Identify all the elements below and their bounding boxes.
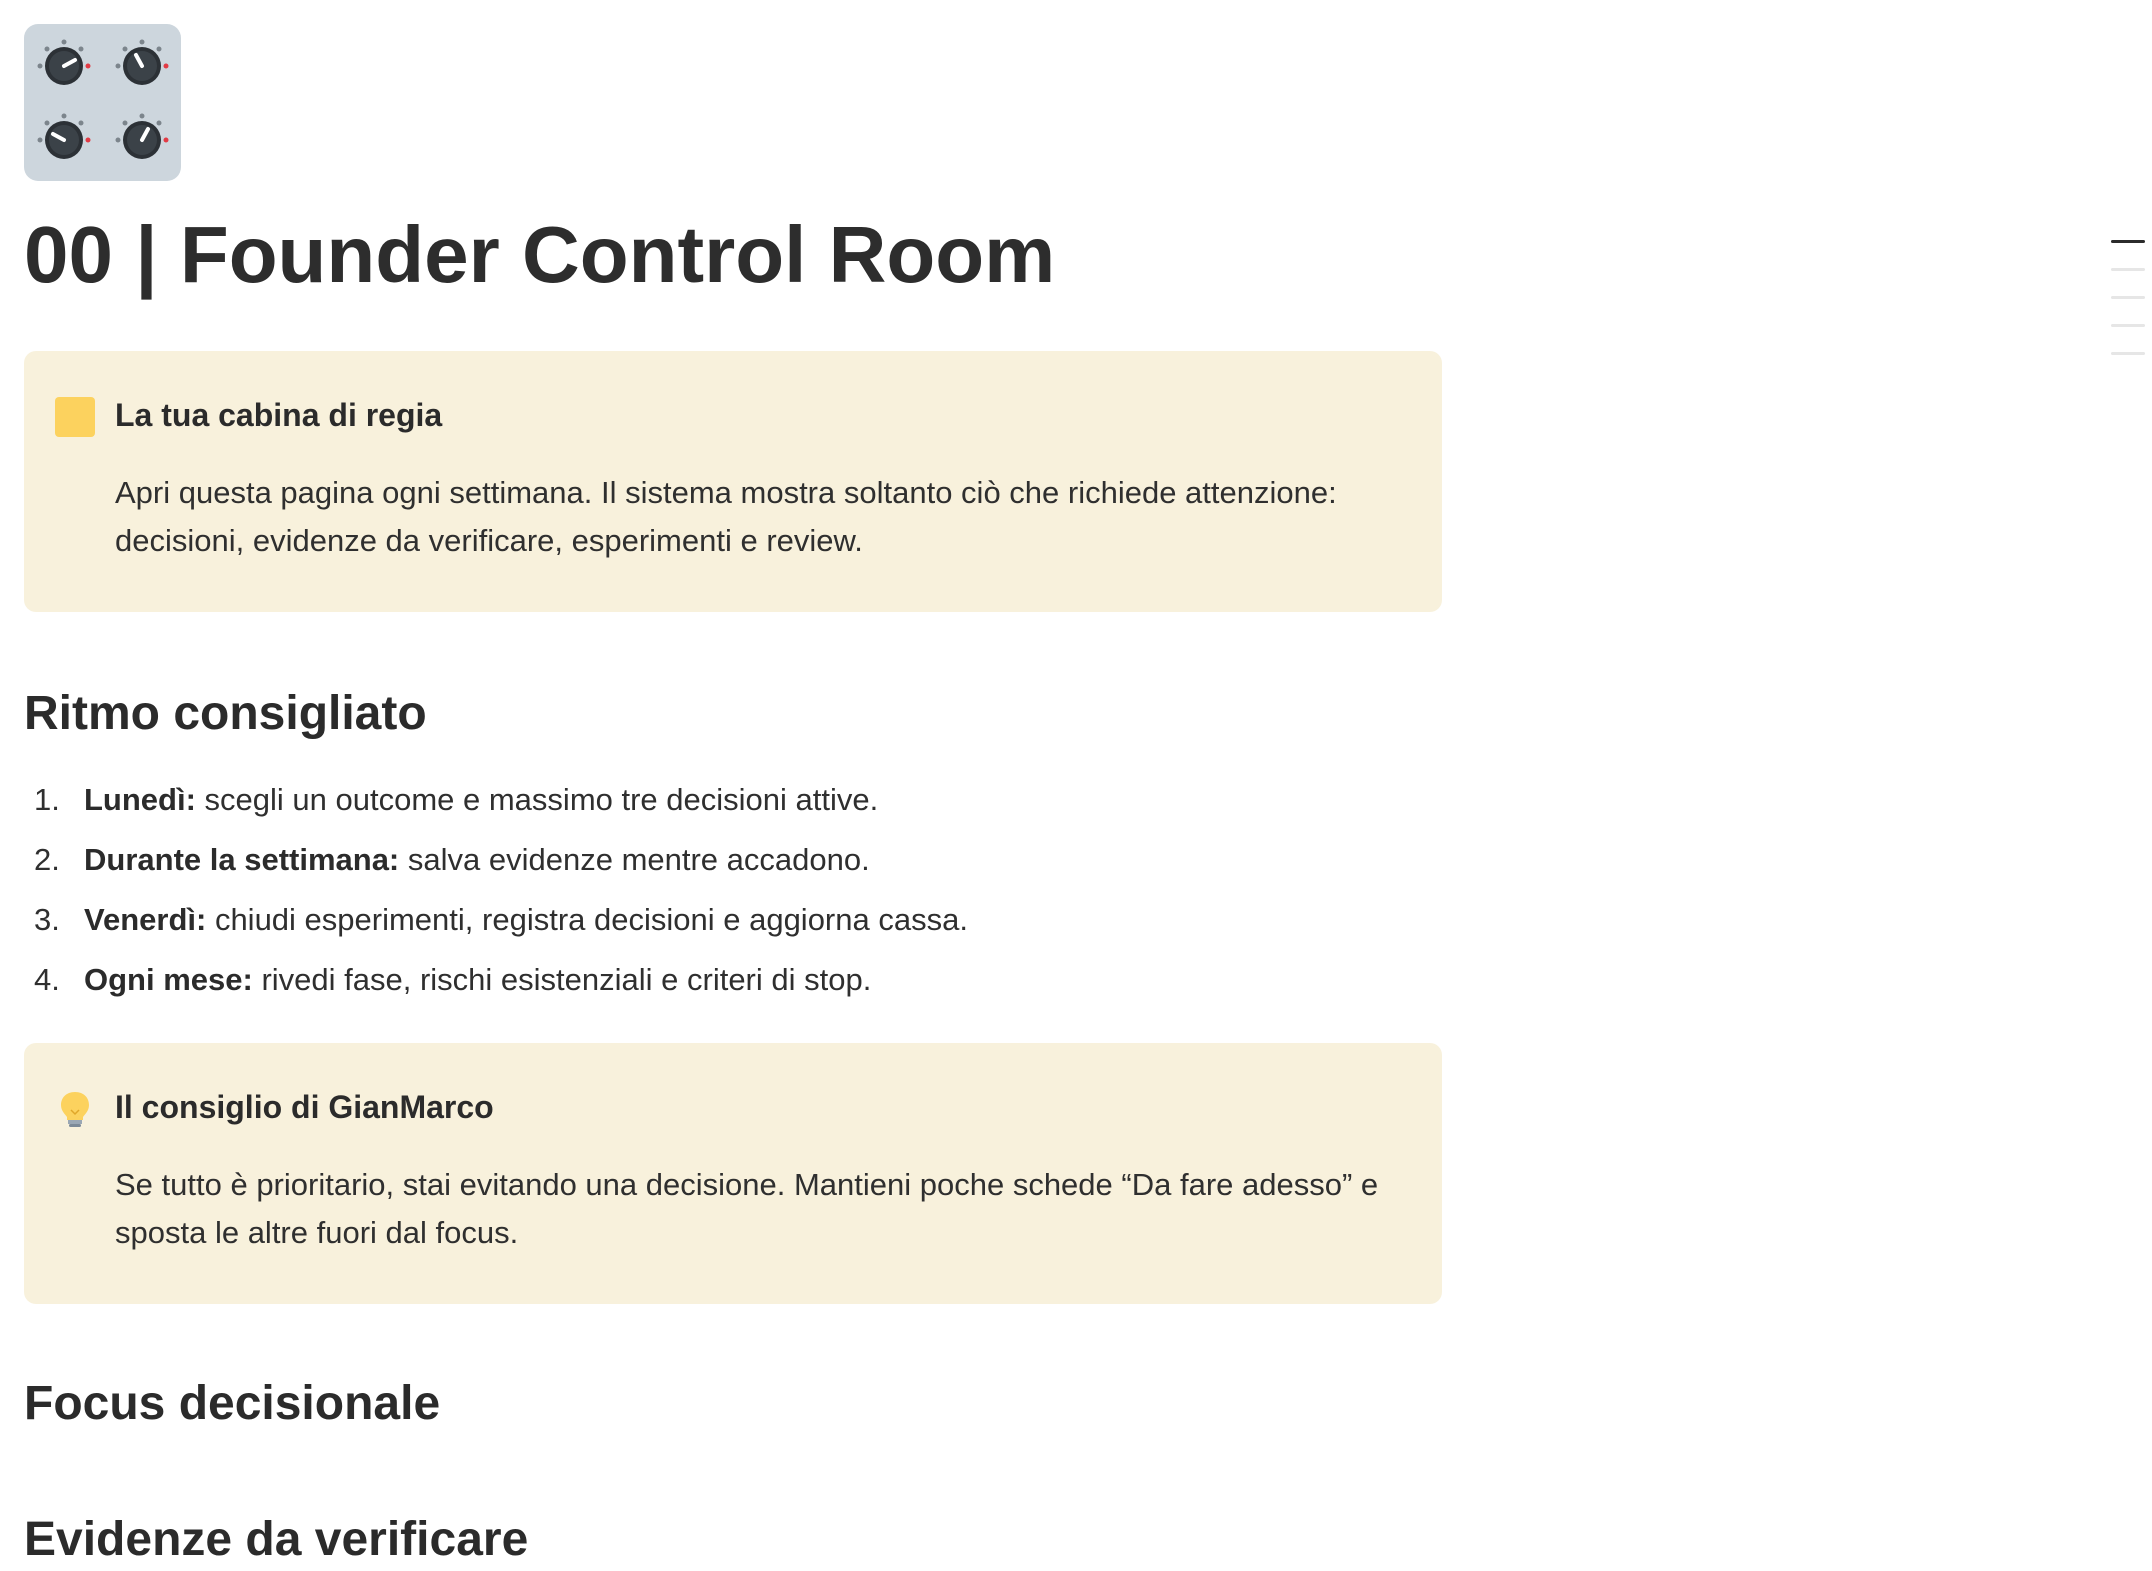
control-knobs-icon[interactable] xyxy=(24,24,181,181)
list-item-text: chiudi esperimenti, registra decisioni e aggiorna cassa. xyxy=(206,902,968,937)
toc-line[interactable] xyxy=(2111,296,2145,299)
list-number: 1. xyxy=(34,782,60,817)
callout-cabina-di-regia[interactable] xyxy=(24,351,1442,612)
list-item-text: scegli un outcome e massimo tre decisioni attive. xyxy=(195,782,879,817)
toc-line[interactable] xyxy=(2111,352,2145,355)
list-number: 2. xyxy=(34,842,60,877)
page-title[interactable]: 00 | Founder Control Room xyxy=(24,210,1056,299)
callout-body: Se tutto è prioritario, stai evitando una decisione. Mantieni poche schede “Da fare adesso” e sposta le altre fuori dal focus. xyxy=(115,1167,1379,1250)
list-item-label: Lunedì: xyxy=(84,782,196,817)
toc-line[interactable] xyxy=(2111,324,2145,327)
list-number: 4. xyxy=(34,962,60,997)
toc-line[interactable] xyxy=(2111,268,2145,271)
toc-line[interactable] xyxy=(2111,240,2145,243)
callout-consiglio[interactable] xyxy=(24,1043,1442,1304)
list-item-text: salva evidenze mentre accadono. xyxy=(399,842,870,877)
light-bulb-icon[interactable] xyxy=(54,1088,96,1130)
list-item-label: Ogni mese: xyxy=(84,962,253,997)
list-item-label: Durante la settimana: xyxy=(84,842,400,877)
list-number: 3. xyxy=(34,902,60,937)
table-of-contents-minimap[interactable] xyxy=(2111,240,2145,380)
yellow-square-icon[interactable] xyxy=(54,396,96,438)
list-item-label: Venerdì: xyxy=(84,902,207,937)
callout-title: Il consiglio di GianMarco xyxy=(115,1089,494,1125)
heading-focus-decisionale: Focus decisionale xyxy=(24,1377,441,1430)
list-item-text: rivedi fase, rischi esistenziali e criteri di stop. xyxy=(252,962,872,997)
callout-body: Apri questa pagina ogni settimana. Il sistema mostra soltanto ciò che richiede attenzione: decisioni, evidenze da verificare, esperimenti e review. xyxy=(115,475,1337,558)
heading-ritmo-consigliato: Ritmo consigliato xyxy=(24,687,427,740)
callout-title: La tua cabina di regia xyxy=(115,397,443,433)
heading-evidenze-da-verificare: Evidenze da verificare xyxy=(24,1513,529,1566)
